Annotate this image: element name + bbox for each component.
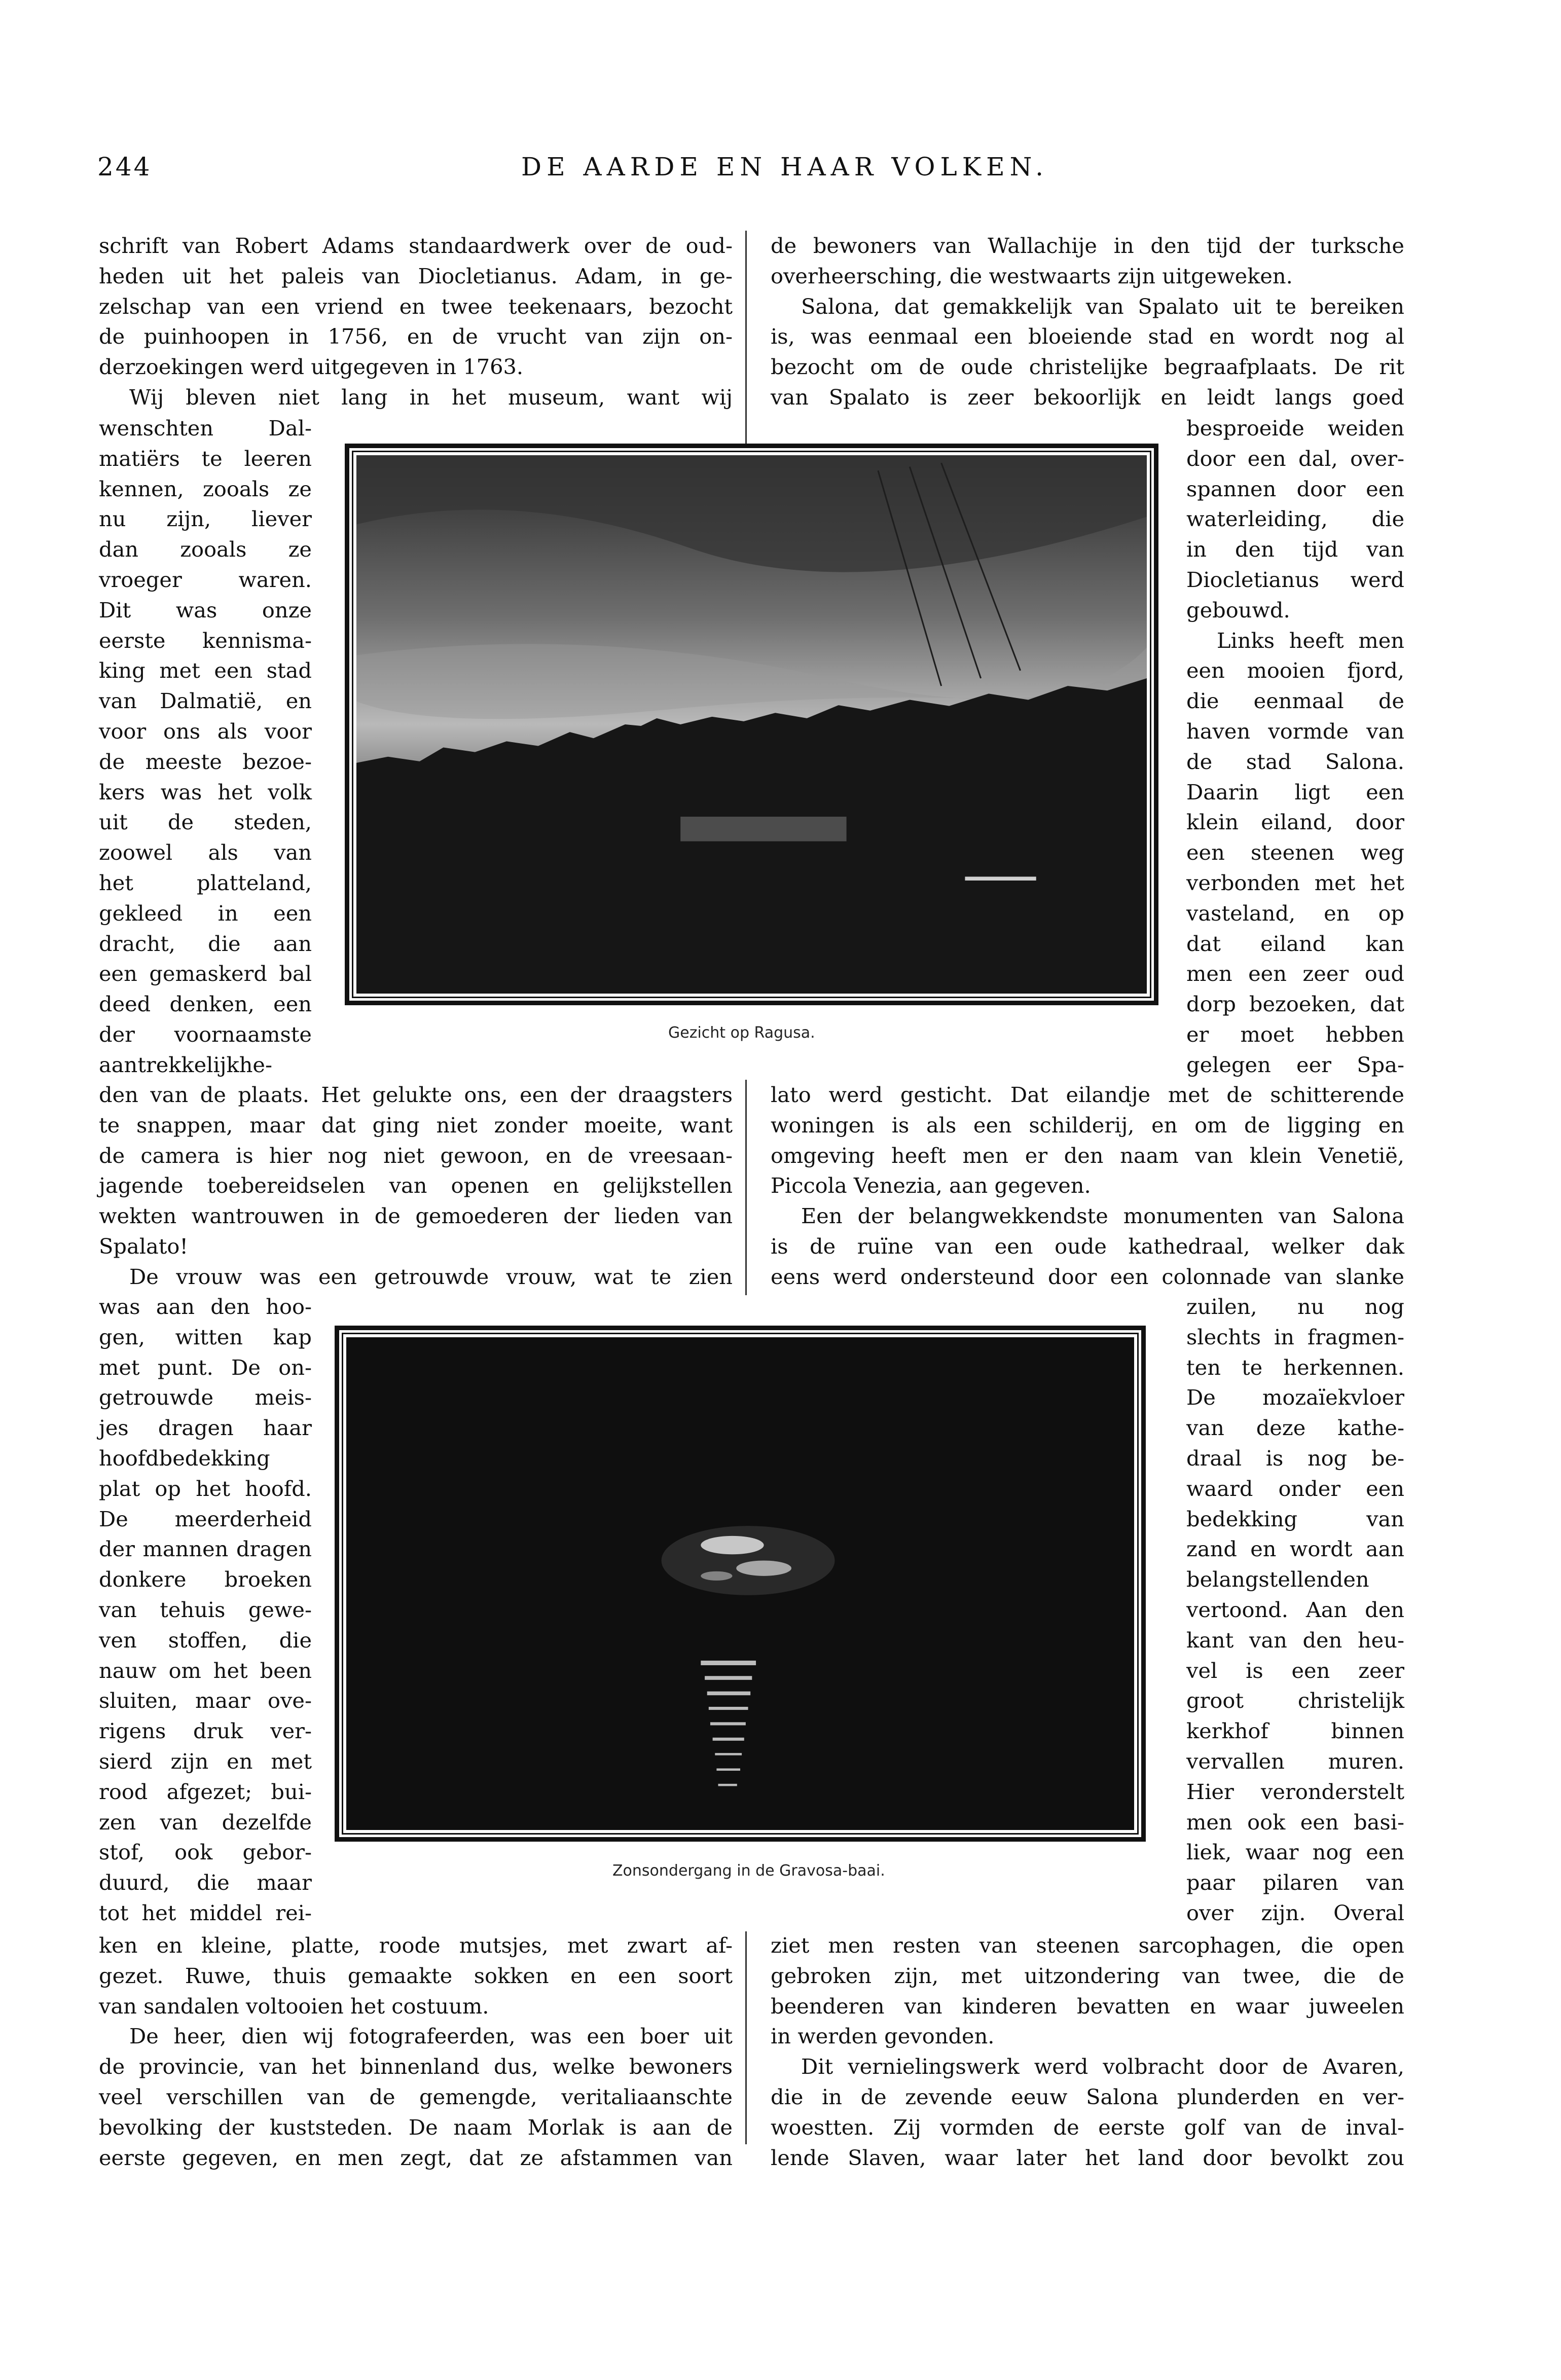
text-line: eerste kennisma- xyxy=(99,628,312,653)
text-line: rigens druk ver- xyxy=(99,1718,312,1744)
text-line: liek, waar nog een xyxy=(1186,1840,1404,1865)
text-line: Dit was onze xyxy=(99,597,312,623)
text-line: dorp bezoeken, dat xyxy=(1186,992,1404,1017)
text-line: den van de plaats. Het gelukte ons, een der draagsters xyxy=(99,1082,733,1107)
text-line: groot christelijk xyxy=(1186,1688,1404,1713)
text-line: gezet. Ruwe, thuis gemaakte sokken en een soort xyxy=(99,1963,733,1988)
text-line: Diocletianus werd xyxy=(1186,567,1404,592)
text-line: jes dragen haar xyxy=(99,1415,312,1441)
text-block-left-1 xyxy=(99,231,733,413)
text-line: in den tijd van xyxy=(1186,537,1404,562)
text-line: nu zijn, liever xyxy=(99,506,312,532)
text-line: De meerderheid xyxy=(99,1506,312,1531)
text-block-right-4 xyxy=(1186,1292,1404,1928)
text-line: vervallen muren. xyxy=(1186,1748,1404,1774)
text-line: van sandalen voltooien het costuum. xyxy=(99,1993,489,2019)
text-line: woningen is als een schilderij, en om de ligging en xyxy=(771,1112,1404,1138)
text-line: hoofdbedekking xyxy=(99,1445,270,1471)
text-line: gebouwd. xyxy=(1186,597,1290,623)
caption-ragusa: Gezicht op Ragusa. xyxy=(668,1024,815,1042)
text-line: Hier veronderstelt xyxy=(1186,1779,1404,1804)
text-line: van tehuis gewe- xyxy=(99,1597,312,1622)
text-line: haven vormde van xyxy=(1186,718,1404,744)
column-rule xyxy=(745,1931,747,2144)
text-line: waard onder een xyxy=(1186,1476,1404,1501)
text-line: dan zooals ze xyxy=(99,537,312,562)
text-line: wekten wantrouwen in de gemoederen der lieden van xyxy=(99,1203,733,1229)
text-line: eerste gegeven, en men zegt, dat ze afstammen van xyxy=(99,2145,733,2170)
text-line: de bewoners van Wallachije in den tijd der turksche xyxy=(771,233,1404,258)
text-line: Piccola Venezia, aan gegeven. xyxy=(771,1173,1091,1198)
text-line: door een dal, over- xyxy=(1186,446,1404,471)
photo-ragusa xyxy=(345,444,1158,1005)
text-block-left-4 xyxy=(99,1292,312,1928)
text-line: vertoond. Aan den xyxy=(1186,1597,1404,1622)
text-line: ven stoffen, die xyxy=(99,1627,312,1653)
text-line: Daarin ligt een xyxy=(1186,779,1404,804)
text-line: was aan den hoo- xyxy=(99,1294,312,1319)
text-block-left-2 xyxy=(99,413,312,1080)
text-line: dat eiland kan xyxy=(1186,931,1404,956)
text-line: De mozaïekvloer xyxy=(1186,1385,1404,1410)
text-line: men ook een basi- xyxy=(1186,1809,1404,1835)
text-line: bezocht om de oude christelijke begraafplaats. De rit xyxy=(771,354,1404,380)
text-line: de puinhoopen in 1756, en de vrucht van zijn on- xyxy=(99,324,733,349)
text-block-right-5 xyxy=(771,1930,1404,2173)
text-line: Spalato! xyxy=(99,1233,189,1259)
text-line: zoowel als van xyxy=(99,840,312,865)
text-line: gen, witten kap xyxy=(99,1324,312,1349)
text-line: kerkhof binnen xyxy=(1186,1718,1404,1744)
text-line: vel is een zeer xyxy=(1186,1658,1404,1683)
sunset-photograph xyxy=(346,1337,1134,1830)
text-line: de camera is hier nog niet gewoon, en de vreesaan- xyxy=(99,1143,733,1168)
text-line: paar pilaren van xyxy=(1186,1870,1404,1895)
text-line: besproeide weiden xyxy=(1186,416,1404,441)
text-line: waterleiding, die xyxy=(1186,506,1404,532)
text-line: kennen, zooals ze xyxy=(99,476,312,501)
text-line: gekleed in een xyxy=(99,900,312,926)
text-line: bevolking der kuststeden. De naam Morlak is aan de xyxy=(99,2114,733,2140)
ragusa-photograph xyxy=(356,455,1147,994)
text-line: schrift van Robert Adams standaardwerk over de oud- xyxy=(99,233,733,258)
text-line: slechts in fragmen- xyxy=(1186,1324,1404,1349)
text-line: nauw om het been xyxy=(99,1658,312,1683)
text-line: tot het middel rei- xyxy=(99,1900,312,1925)
photo-gravosa-sunset xyxy=(335,1326,1146,1842)
text-line: vroeger waren. xyxy=(99,567,312,592)
text-line: overheersching, die westwaarts zijn uitgeweken. xyxy=(771,263,1293,288)
text-line: Salona, dat gemakkelijk van Spalato uit te bereiken xyxy=(801,294,1404,319)
text-line: plat op het hoofd. xyxy=(99,1476,312,1501)
text-line: donkere broeken xyxy=(99,1567,312,1592)
text-line: Dit vernielingswerk werd volbracht door de Avaren, xyxy=(801,2054,1404,2079)
text-line: omgeving heeft men er den naam van klein Venetië, xyxy=(771,1143,1404,1168)
text-line: duurd, die maar xyxy=(99,1870,312,1895)
text-line: te snappen, maar dat ging niet zonder moeite, want xyxy=(99,1112,733,1138)
text-line: de stad Salona. xyxy=(1186,749,1404,774)
text-line: spannen door een xyxy=(1186,476,1404,501)
text-line: zuilen, nu nog xyxy=(1186,1294,1404,1319)
text-line: met punt. De on- xyxy=(99,1354,312,1380)
text-line: zelschap van een vriend en twee teekenaars, bezocht xyxy=(99,294,733,319)
text-line: voor ons als voor xyxy=(99,718,312,744)
text-line: een mooien fjord, xyxy=(1186,658,1404,683)
text-line: der mannen dragen xyxy=(99,1536,312,1562)
caption-gravosa-sunset: Zonsondergang in de Gravosa-baai. xyxy=(612,1862,885,1880)
text-line: gelegen eer Spa- xyxy=(1186,1052,1404,1077)
text-block-right-2 xyxy=(1186,413,1404,1080)
text-line: bedekking van xyxy=(1186,1506,1404,1531)
text-line: matiërs te leeren xyxy=(99,446,312,471)
text-line: gebroken zijn, met uitzondering van twee, die de xyxy=(771,1963,1404,1988)
text-line: in werden gevonden. xyxy=(771,2024,995,2049)
text-line: jagende toebereidselen van openen en gelijkstellen xyxy=(99,1173,733,1198)
text-line: die eenmaal de xyxy=(1186,688,1404,714)
text-line: De vrouw was een getrouwde vrouw, wat te zien xyxy=(129,1264,733,1289)
text-line: is de ruïne van een oude kathedraal, welker dak xyxy=(771,1233,1404,1259)
text-line: van Spalato is zeer bekoorlijk en leidt langs goed xyxy=(771,384,1404,410)
text-line: de provincie, van het binnenland dus, welke bewoners xyxy=(99,2054,733,2079)
text-block-right-3 xyxy=(771,1080,1404,1292)
text-line: beenderen van kinderen bevatten en waar juweelen xyxy=(771,1993,1404,2019)
text-line: draal is nog be- xyxy=(1186,1445,1404,1471)
text-line: king met een stad xyxy=(99,658,312,683)
text-line: heden uit het paleis van Diocletianus. Adam, in ge- xyxy=(99,263,733,288)
text-line: sierd zijn en met xyxy=(99,1748,312,1774)
text-line: Een der belangwekkendste monumenten van Salona xyxy=(801,1203,1404,1229)
text-line: de meeste bezoe- xyxy=(99,749,312,774)
text-line: derzoekingen werd uitgegeven in 1763. xyxy=(99,354,524,380)
text-line: uit de steden, xyxy=(99,810,312,835)
text-line: lende Slaven, waar later het land door bevolkt zou xyxy=(771,2145,1404,2170)
text-line: sluiten, maar ove- xyxy=(99,1688,312,1713)
text-line: De heer, dien wij fotografeerden, was een boer uit xyxy=(129,2024,733,2049)
column-rule xyxy=(745,1080,747,1295)
text-line: van Dalmatië, en xyxy=(99,688,312,714)
text-line: van deze kathe- xyxy=(1186,1415,1404,1441)
text-line: er moet hebben xyxy=(1186,1021,1404,1047)
text-line: een gemaskerd bal xyxy=(99,961,312,986)
page-number: 244 xyxy=(97,152,152,181)
text-line: rood afgezet; bui- xyxy=(99,1779,312,1804)
text-block-right-1 xyxy=(771,231,1404,413)
text-line: belangstellenden xyxy=(1186,1567,1369,1592)
text-line: zand en wordt aan xyxy=(1186,1536,1404,1562)
text-line: eens werd ondersteund door een colonnade van slanke xyxy=(771,1264,1404,1289)
text-block-left-5 xyxy=(99,1930,733,2173)
text-block-left-3 xyxy=(99,1080,733,1292)
text-line: Wij bleven niet lang in het museum, want wij xyxy=(129,384,733,410)
text-line: getrouwde meis- xyxy=(99,1385,312,1410)
text-line: die in de zevende eeuw Salona plunderden en ver- xyxy=(771,2084,1404,2109)
text-line: men een zeer oud xyxy=(1186,961,1404,986)
text-line: over zijn. Overal xyxy=(1186,1900,1404,1925)
text-line: kers was het volk xyxy=(99,779,312,804)
text-line: aantrekkelijkhe- xyxy=(99,1052,273,1077)
text-line: deed denken, een xyxy=(99,992,312,1017)
text-line: veel verschillen van de gemengde, veritaliaanschte xyxy=(99,2084,733,2109)
text-line: wenschten Dal- xyxy=(99,416,312,441)
text-line: vasteland, en op xyxy=(1186,900,1404,926)
text-line: het platteland, xyxy=(99,870,312,895)
text-line: woestten. Zij vormden de eerste golf van de inval- xyxy=(771,2114,1404,2140)
text-line: dracht, die aan xyxy=(99,931,312,956)
text-line: kant van den heu- xyxy=(1186,1627,1404,1653)
text-line: zen van dezelfde xyxy=(99,1809,312,1835)
text-line: stof, ook gebor- xyxy=(99,1840,312,1865)
text-line: een steenen weg xyxy=(1186,840,1404,865)
text-line: klein eiland, door xyxy=(1186,810,1404,835)
text-line: Links heeft men xyxy=(1217,628,1404,653)
text-line: lato werd gesticht. Dat eilandje met de schitterende xyxy=(771,1082,1404,1107)
text-line: der voornaamste xyxy=(99,1021,312,1047)
text-line: is, was eenmaal een bloeiende stad en wordt nog al xyxy=(771,324,1404,349)
running-title: DE AARDE EN HAAR VOLKEN. xyxy=(521,152,1049,181)
column-rule xyxy=(745,231,747,444)
text-line: verbonden met het xyxy=(1186,870,1404,895)
text-line: ten te herkennen. xyxy=(1186,1354,1404,1380)
text-line: ken en kleine, platte, roode mutsjes, met zwart af- xyxy=(99,1933,733,1958)
text-line: ziet men resten van steenen sarcophagen, die open xyxy=(771,1933,1404,1958)
